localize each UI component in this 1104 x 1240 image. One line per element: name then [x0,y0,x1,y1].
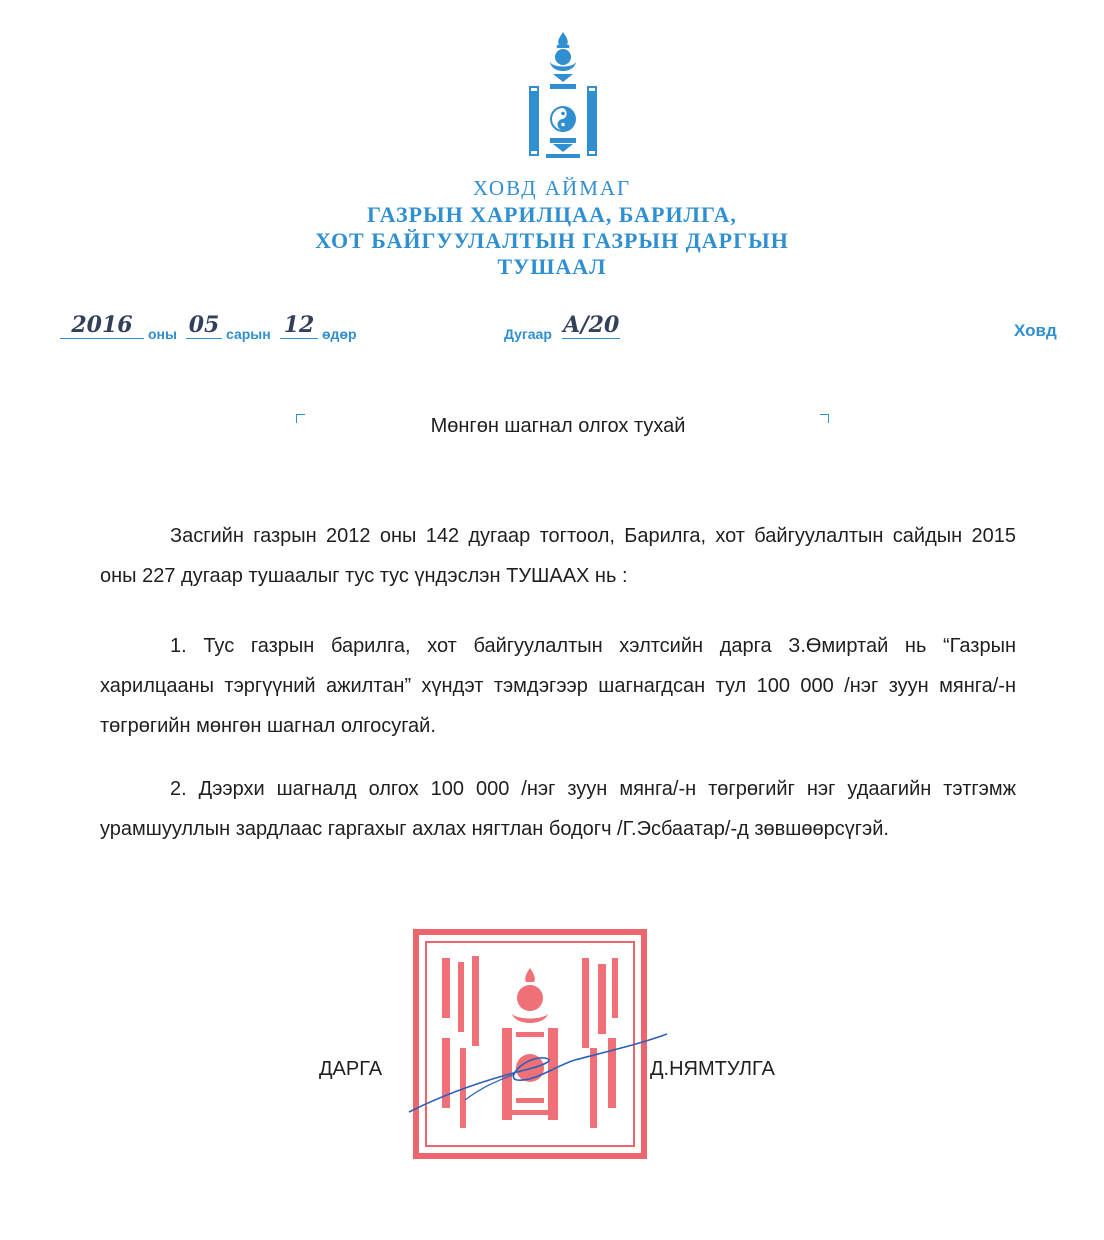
month-value: 05 [186,312,222,339]
preamble-paragraph: Засгийн газрын 2012 оны 142 дугаар тогтоол, Барилга, хот байгуулалтын сайдын 2015 оны 227 дугаар тушаалыг тус тус үндэслэн ТУШААХ нь : [100,525,1016,587]
order-item-1: 1. Тус газрын барилга, хот байгуулалтын хэлтсийн дарга З.Өмиртай нь “Газрын харилцааны тэргүүний ажилтан” хүндэт тэмдэгээр шагнагдсан тул 100 000 /нэг зуун мянга/-н төгрөгийн мөнгөн шагнал олгосугай. [100,635,1016,737]
year-label: оны [148,326,177,342]
document-type: ТУШААЛ [497,254,607,279]
soyombo-emblem-icon [528,30,598,160]
document-subject: Мөнгөн шагнал олгох тухай [430,415,686,437]
date-number-line [0,312,1104,342]
order-number: А/20 [562,312,620,338]
number-label: Дугаар [504,326,552,342]
department-name-line1: ГАЗРЫН ХАРИЛЦАА, БАРИЛГА, [367,202,737,227]
order-item-2: 2. Дээрхи шагналд олгох 100 000 /нэг зуун мянга/-н төгрөгийг нэг удаагийн тэтгэмж урамшууллын зардлаас гаргахыг ахлах нягтлан бодогч /Г.Эсбаатар/-д зөвшөөрсүгэй. [100,778,1016,840]
department-name-line2: ХОТ БАЙГУУЛАЛТЫН ГАЗРЫН ДАРГЫН [315,228,789,253]
month-label: сарын [226,326,271,342]
signatory-title: ДАРГА [319,1058,383,1080]
year-value: 2016 [60,312,144,339]
agency-name: ХОВД АЙМАГ [472,176,632,200]
handwritten-signature [405,1030,675,1120]
city-name: Ховд [1014,321,1057,340]
day-value: 12 [280,312,318,339]
day-label: өдөр [322,326,357,342]
signatory-name: Д.НЯМТУЛГА [650,1058,775,1080]
